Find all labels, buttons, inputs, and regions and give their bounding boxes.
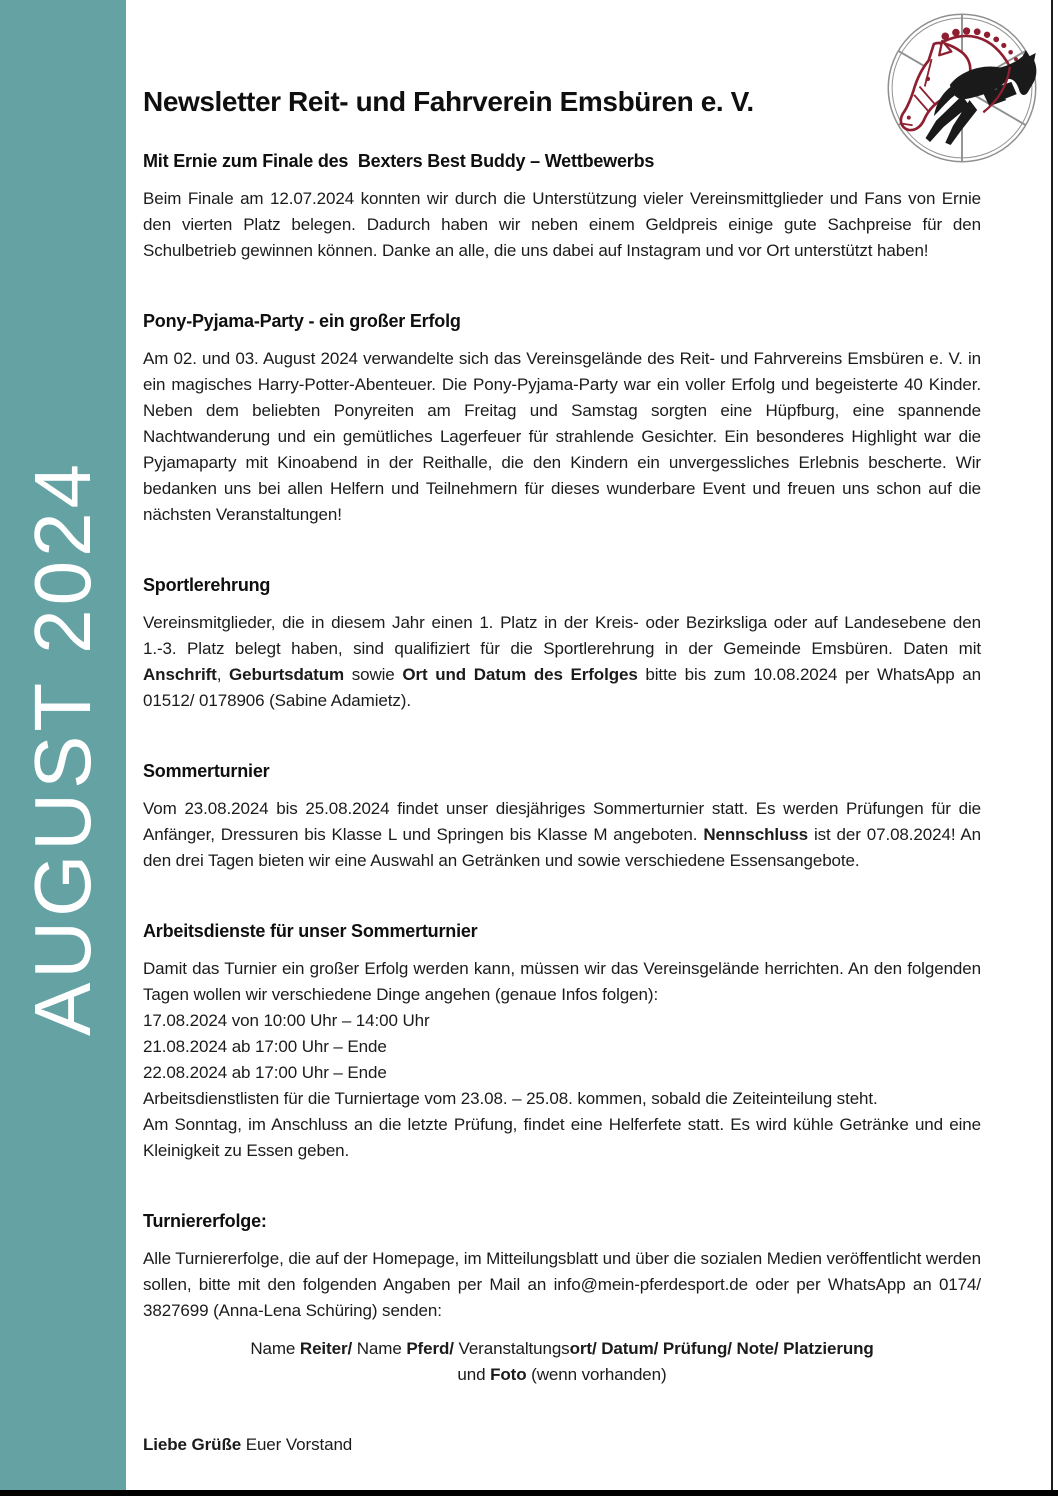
text-run: und (457, 1365, 491, 1384)
paragraph (143, 1432, 981, 1458)
bold-text-run: Reiter/ (299, 1339, 353, 1358)
text-run: Arbeitsdienstlisten für die Turniertage vom 23.08. – 25.08. kommen, sobald die Zeiteinteilung steht. (143, 1089, 878, 1108)
month-band-label: AUGUST 2024 (18, 459, 107, 1037)
page-title: Newsletter Reit- und Fahrverein Emsbüren e. V. (143, 86, 754, 117)
bold-text-run: Nennschluss (703, 825, 809, 844)
text-run: 22.08.2024 ab 17:00 Uhr – Ende (143, 1063, 387, 1082)
newsletter-section (143, 148, 981, 264)
text-run: Name (352, 1339, 407, 1358)
newsletter-section (143, 308, 981, 528)
text-run: Damit das Turnier ein großer Erfolg werden kann, müssen wir das Vereinsgelände herrichten. An den folgenden Tagen wollen wir verschiedene Dinge angehen (genaue Infos folgen): (143, 959, 981, 1004)
newsletter-section (143, 918, 981, 1164)
text-run: 17.08.2024 von 10:00 Uhr – 14:00 Uhr (143, 1011, 430, 1030)
bold-text-run: ort/ Datum/ Prüfung/ Note/ Platzierung (569, 1339, 874, 1358)
section-heading: Mit Ernie zum Finale des Bexters Best Buddy – Wettbewerbs (143, 151, 655, 171)
text-run: Beim Finale am 12.07.2024 konnten wir durch die Unterstützung vieler Vereinsmittglieder und Fans von Ernie den vierten Platz belegen. Dadurch haben wir neben einem Geldpreis einige gute Sachpreise für den Schulbetrieb gewinnen können. Danke an alle, die uns dabei auf Instagram und vor Ort unterstützt haben! (143, 189, 981, 260)
text-run: (wenn vorhanden) (526, 1365, 667, 1384)
paragraph (143, 346, 981, 528)
text-run: Am Sonntag, im Anschluss an die letzte Prüfung, findet eine Helferfete statt. Es wird kühle Getränke und eine Kleinigkeit zu Essen geben. (143, 1115, 981, 1160)
text-run: Name (250, 1339, 300, 1358)
text-run: , (216, 665, 230, 684)
paragraph (143, 186, 981, 264)
sections (143, 148, 981, 1458)
text-run: 21.08.2024 ab 17:00 Uhr – Ende (143, 1037, 387, 1056)
bold-text-run: Pferd/ (406, 1339, 454, 1358)
bold-text-run: Geburtsdatum (229, 665, 345, 684)
bold-text-run: Anschrift (143, 665, 217, 684)
text-run: sowie (344, 665, 403, 684)
text-run: Vereinsmitglieder, die in diesem Jahr einen 1. Platz in der Kreis- oder Bezirksliga oder auf Landesebene den 1.-3. Platz belegt haben, sind qualifiziert für die Sportlerehrung in der Gemeinde Emsbüren. Daten mit (143, 613, 981, 658)
bold-text-run: Liebe Grüße (143, 1435, 242, 1454)
text-run: Veranstaltungs (453, 1339, 570, 1358)
text-run: Alle Turniererfolge, die auf der Homepage, im Mitteilungsblatt und über die sozialen Medien veröffentlicht werden sollen, bitte mit den folgenden Angaben per Mail an info@mein-pferdesport.de oder per WhatsApp an 0174/ 3827699 (Anna-Lena Schüring) senden: (143, 1249, 981, 1320)
paragraph (143, 1246, 981, 1324)
newsletter-section (143, 1208, 981, 1388)
section-heading: Pony-Pyjama-Party - ein großer Erfolg (143, 311, 461, 331)
bold-text-run: Ort und Datum des Erfolges (402, 665, 638, 684)
section-heading: Turniererfolge: (143, 1211, 267, 1231)
page-bottom-edge (0, 1490, 1058, 1496)
section-heading: Sommerturnier (143, 761, 270, 781)
paragraph (143, 956, 981, 1164)
text-run: bitte bis zum 10.08.2024 per WhatsApp an 01512/ 0178906 (Sabine Adamietz). (143, 665, 982, 710)
bold-text-run: Foto (490, 1365, 527, 1384)
section-heading: Sportlerehrung (143, 575, 271, 595)
paragraph (143, 1336, 981, 1388)
newsletter-content (143, 0, 981, 1458)
text-run: Euer Vorstand (241, 1435, 353, 1454)
newsletter-section (143, 1432, 981, 1458)
section-heading: Arbeitsdienste für unser Sommerturnier (143, 921, 478, 941)
newsletter-section (143, 572, 981, 714)
page-right-edge (1051, 0, 1053, 1496)
text-run: Am 02. und 03. August 2024 verwandelte sich das Vereinsgelände des Reit- und Fahrvereins Emsbüren e. V. in ein magisches Harry-Potter-Abenteuer. Die Pony-Pyjama-Party war ein voller Erfolg und begeisterte 40 Kinder. Neben dem beliebten Ponyreiten am Freitag und Samstag sorgten eine Hüpfburg, eine spannende Nachtwanderung und ein gemütliches Lagerfeuer für strahlende Gesichter. Ein besonderes Highlight war die Pyjamaparty mit Kinoabend in der Reithalle, die den Kindern ein unvergessliches Erlebnis bescherte. Wir bedanken uns bei allen Helfern und Teilnehmern für dieses wunderbare Event und freuen uns schon auf die nächsten Veranstaltungen! (143, 349, 981, 524)
text-run: Vom 23.08.2024 bis 25.08.2024 findet unser diesjähriges Sommerturnier statt. Es werden Prüfungen für die Anfänger, Dressuren bis Klasse L und Springen bis Klasse M angeboten. (143, 799, 981, 844)
text-run: ist der 07.08.2024! An den drei Tagen bieten wir eine Auswahl an Getränken und sowie verschiedene Essensangebote. (143, 825, 982, 870)
month-band (0, 0, 126, 1496)
newsletter-section (143, 758, 981, 874)
paragraph (143, 796, 981, 874)
paragraph (143, 610, 981, 714)
